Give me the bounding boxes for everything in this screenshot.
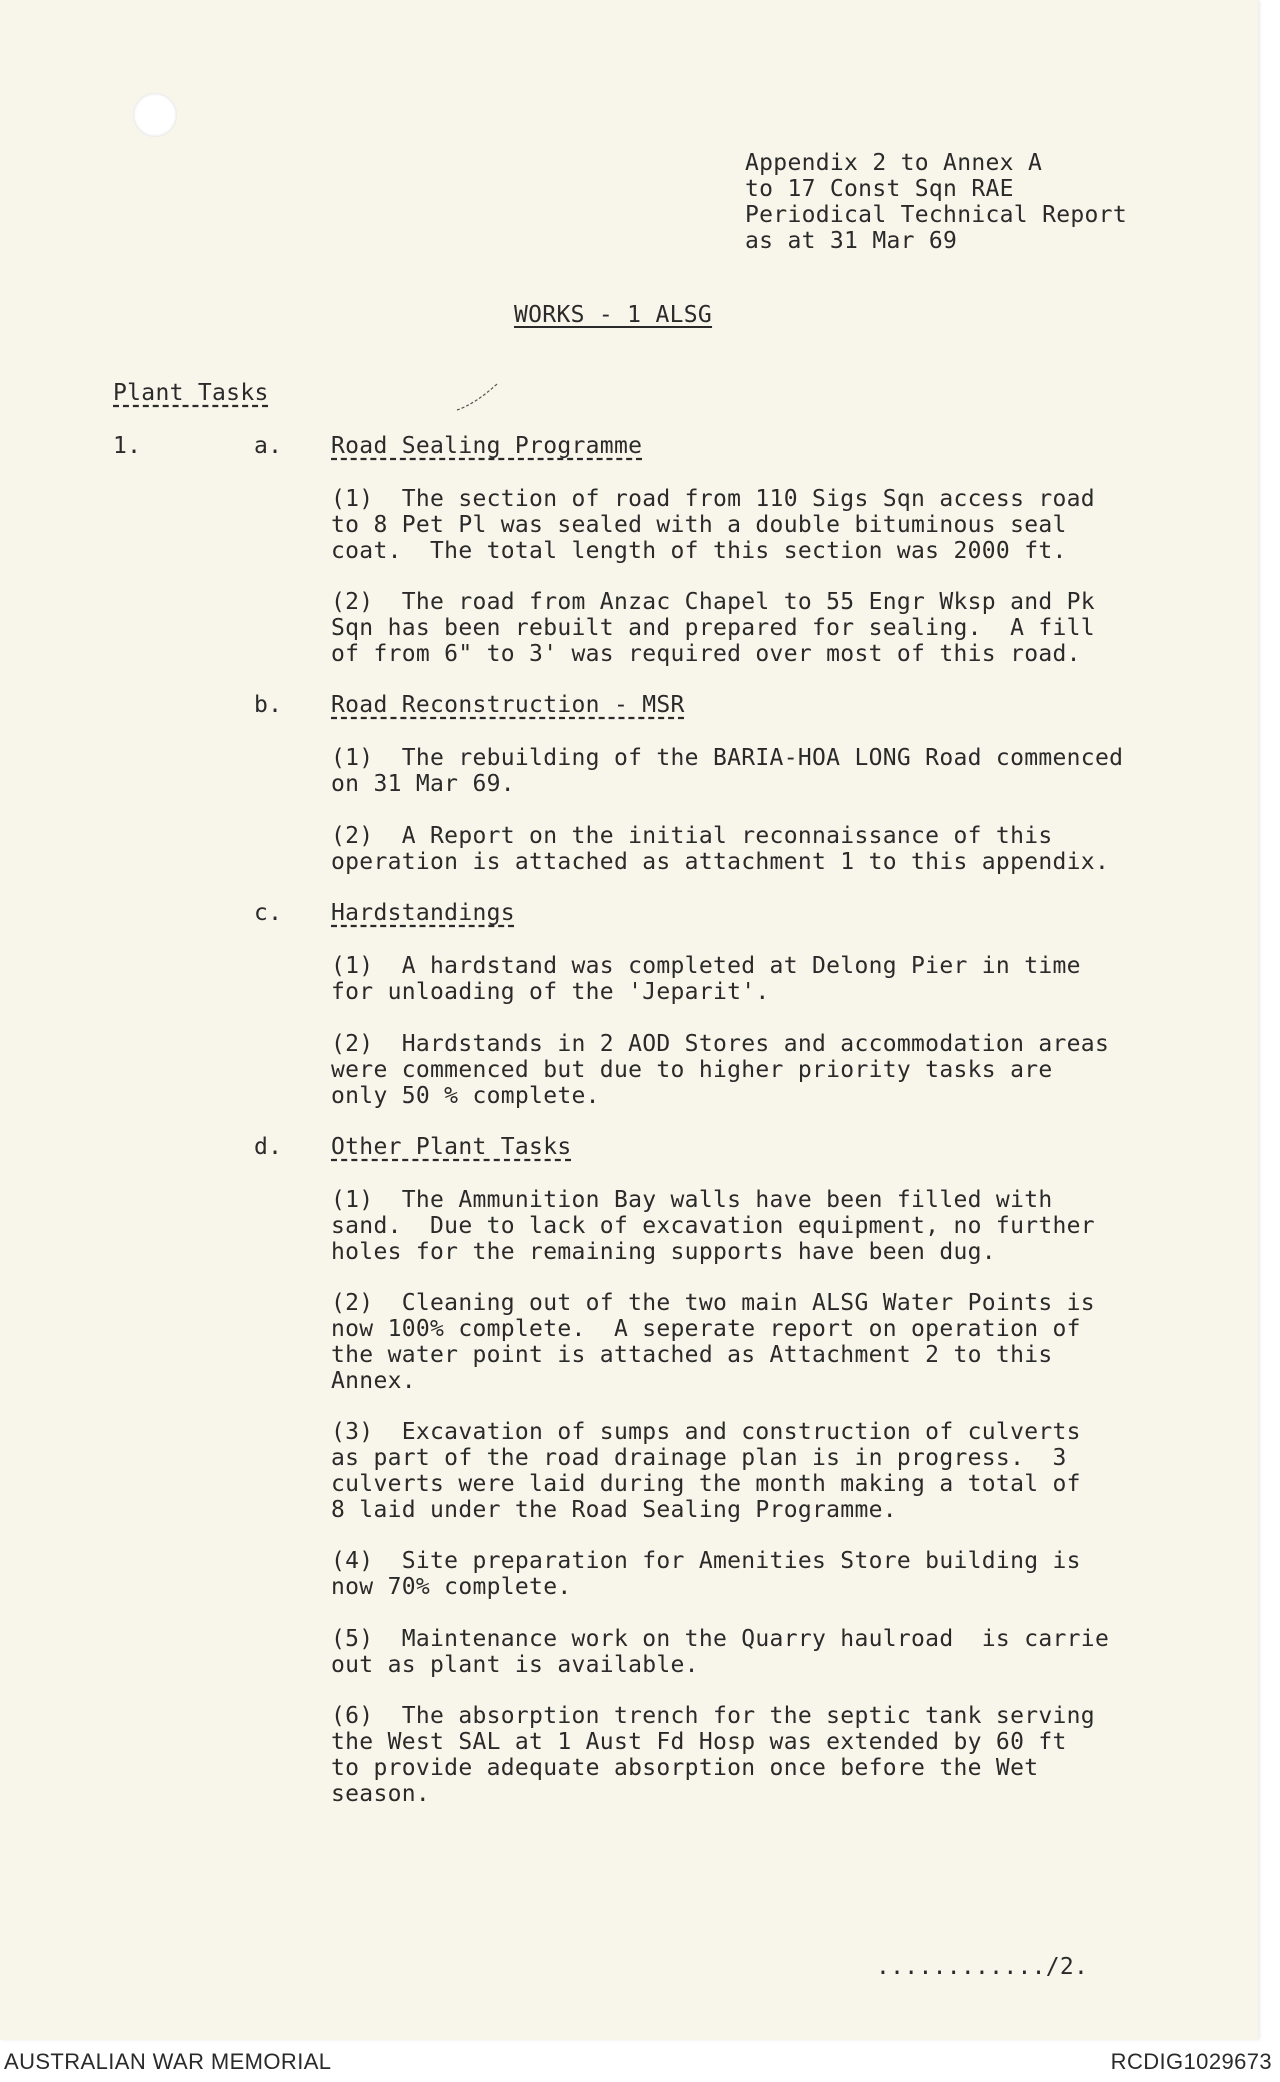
appendix-line: Appendix 2 to Annex A: [745, 150, 1043, 176]
section-title: Road Reconstruction - MSR: [331, 692, 685, 718]
list-item: (6) The absorption trench for the septic tank serving the West SAL at 1 Aust Fd Hosp was extended by 60 ft to provide adequate absorption once before the Wet season.: [331, 1703, 1095, 1807]
page-continuation: ............/2.: [876, 1954, 1089, 1980]
page-title: WORKS - 1 ALSG: [514, 302, 713, 328]
list-item: (2) The road from Anzac Chapel to 55 Engr Wksp and Pk Sqn has been rebuilt and prepared for sealing. A fill of from 6" to 3' was required over most of this road.: [331, 589, 1095, 667]
section-letter: a.: [254, 433, 283, 459]
archive-footer-right: RCDIG1029673: [1110, 2049, 1272, 2074]
appendix-line: as at 31 Mar 69: [745, 228, 958, 254]
section-title: Other Plant Tasks: [331, 1134, 572, 1160]
list-item: (1) A hardstand was completed at Delong Pier in time for unloading of the 'Jeparit'.: [331, 953, 1081, 1005]
appendix-reference: [745, 150, 1127, 254]
section-letter: c.: [254, 900, 283, 926]
punch-hole: [133, 93, 177, 137]
list-item: (4) Site preparation for Amenities Store building is now 70% complete.: [331, 1548, 1081, 1600]
section-letter: b.: [254, 692, 283, 718]
list-item: (2) Cleaning out of the two main ALSG Water Points is now 100% complete. A seperate report on operation of the water point is attached as Attachment 2 to this Annex.: [331, 1290, 1095, 1394]
section-title: Road Sealing Programme: [331, 433, 643, 459]
list-item: (2) Hardstands in 2 AOD Stores and accommodation areas were commenced but due to higher priority tasks are only 50 % complete.: [331, 1031, 1110, 1109]
list-item: (5) Maintenance work on the Quarry haulroad is carrie out as plant is available.: [331, 1626, 1110, 1678]
appendix-line: Periodical Technical Report: [745, 202, 1127, 228]
list-item: (1) The section of road from 110 Sigs Sqn access road to 8 Pet Pl was sealed with a double bituminous seal coat. The total length of this section was 2000 ft.: [331, 486, 1095, 564]
pencil-tick-mark: [455, 382, 499, 412]
list-item: (1) The rebuilding of the BARIA-HOA LONG Road commenced on 31 Mar 69.: [331, 745, 1124, 797]
section-letter: d.: [254, 1134, 283, 1160]
list-item: (3) Excavation of sumps and construction of culverts as part of the road drainage plan is in progress. 3 culverts were laid during the month making a total of 8 laid under the Road Sealing Programme.: [331, 1419, 1081, 1523]
list-item: (2) A Report on the initial reconnaissance of this operation is attached as attachment 1 to this appendix.: [331, 823, 1110, 875]
plant-tasks-heading: Plant Tasks: [113, 380, 269, 406]
list-item: (1) The Ammunition Bay walls have been filled with sand. Due to lack of excavation equipment, no further holes for the remaining supports have been dug.: [331, 1187, 1095, 1265]
appendix-line: to 17 Const Sqn RAE: [745, 176, 1014, 202]
section-title: Hardstandings: [331, 900, 515, 926]
paragraph-number: 1.: [113, 433, 142, 459]
archive-footer-left: AUSTRALIAN WAR MEMORIAL: [4, 2049, 332, 2074]
